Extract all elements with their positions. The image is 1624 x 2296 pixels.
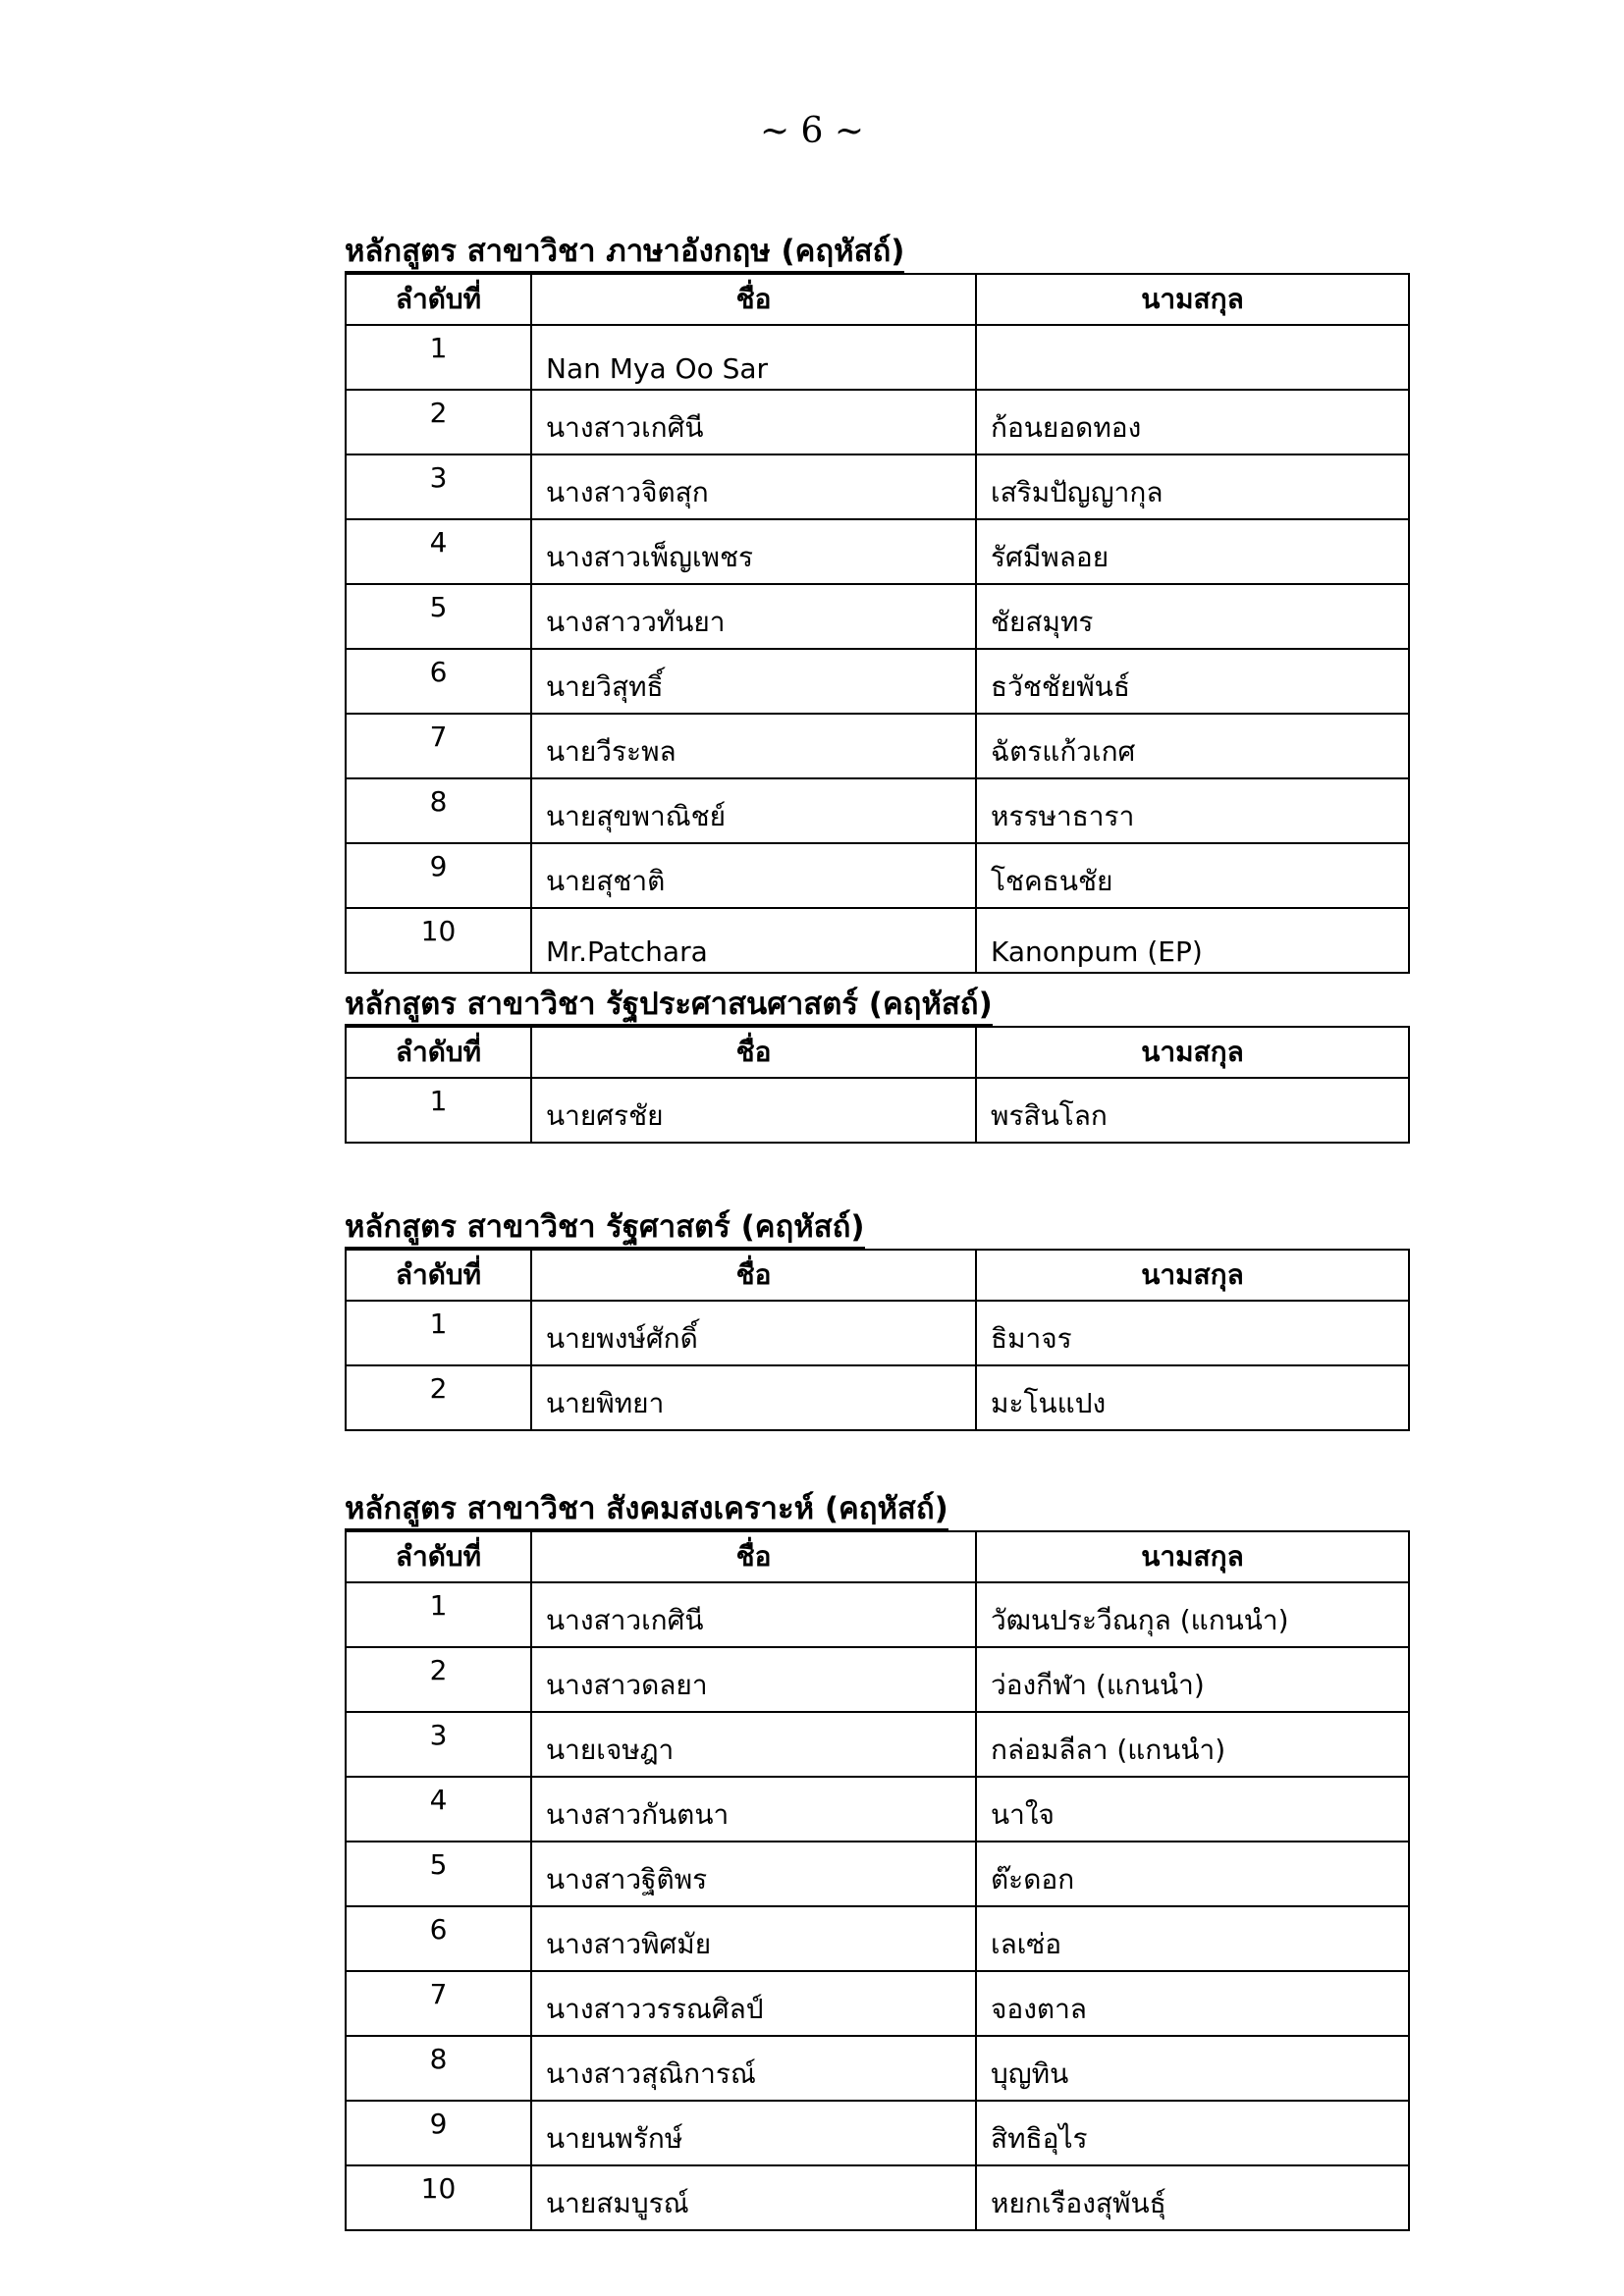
row-number: 4: [346, 1777, 531, 1842]
first-name-cell: นางสาวสุณิการณ์: [531, 2036, 976, 2101]
row-number: 6: [346, 649, 531, 714]
first-name-cell: Mr.Patchara: [531, 908, 976, 973]
first-name-cell: นางสาววรรณศิลป์: [531, 1971, 976, 2036]
table-row: [346, 1365, 1409, 1430]
table-row: [346, 1301, 1409, 1365]
first-name-cell: นายสมบูรณ์: [531, 2165, 976, 2230]
last-name-cell: ก้อนยอดทอง: [976, 390, 1409, 454]
row-number: 1: [346, 1301, 531, 1365]
table-row: [346, 714, 1409, 778]
table-row: [346, 1777, 1409, 1842]
first-name-cell: นายพงษ์ศักดิ์: [531, 1301, 976, 1365]
row-number: 9: [346, 2101, 531, 2165]
row-number: 9: [346, 843, 531, 908]
last-name-cell: กล่อมลีลา (แกนนำ): [976, 1712, 1409, 1777]
section-english: [345, 232, 1408, 974]
last-name-cell: Kanonpum (EP): [976, 908, 1409, 973]
row-number: 3: [346, 454, 531, 519]
table-row: [346, 908, 1409, 973]
row-number: 2: [346, 390, 531, 454]
row-number: 1: [346, 1582, 531, 1647]
column-header-last-name: นามสกุล: [976, 274, 1409, 325]
row-number: 10: [346, 908, 531, 973]
table-row: [346, 2036, 1409, 2101]
column-header-first-name: ชื่อ: [531, 1531, 976, 1582]
column-header-no: ลำดับที่: [346, 1531, 531, 1582]
row-number: 10: [346, 2165, 531, 2230]
column-header-first-name: ชื่อ: [531, 274, 976, 325]
section-social-work: [345, 1489, 1408, 2231]
column-header-no: ลำดับที่: [346, 274, 531, 325]
roster-table: [345, 1530, 1410, 2231]
header-row: [346, 274, 1409, 325]
page-number: ~ 6 ~: [759, 111, 865, 151]
first-name-cell: นางสาวจิตสุก: [531, 454, 976, 519]
first-name-cell: นายวีระพล: [531, 714, 976, 778]
row-number: 4: [346, 519, 531, 584]
last-name-cell: ว่องกีฬา (แกนนำ): [976, 1647, 1409, 1712]
roster-table: [345, 1249, 1410, 1431]
last-name-cell: รัศมีพลอย: [976, 519, 1409, 584]
section-political-science: [345, 1207, 1408, 1431]
table-row: [346, 1842, 1409, 1906]
section-title: หลักสูตร สาขาวิชา รัฐศาสตร์ (คฤหัสถ์): [345, 1207, 865, 1249]
table-row: [346, 390, 1409, 454]
last-name-cell: จองตาล: [976, 1971, 1409, 2036]
column-header-no: ลำดับที่: [346, 1027, 531, 1078]
row-number: 6: [346, 1906, 531, 1971]
first-name-cell: Nan Mya Oo Sar: [531, 325, 976, 390]
table-row: [346, 843, 1409, 908]
last-name-cell: ต๊ะดอก: [976, 1842, 1409, 1906]
column-header-last-name: นามสกุล: [976, 1531, 1409, 1582]
header-row: [346, 1531, 1409, 1582]
table-row: [346, 1906, 1409, 1971]
row-number: 5: [346, 1842, 531, 1906]
last-name-cell: [976, 325, 1409, 390]
last-name-cell: สิทธิอุไร: [976, 2101, 1409, 2165]
last-name-cell: ธิมาจร: [976, 1301, 1409, 1365]
table-row: [346, 1712, 1409, 1777]
column-header-first-name: ชื่อ: [531, 1250, 976, 1301]
first-name-cell: นายสุขพาณิชย์: [531, 778, 976, 843]
table-row: [346, 1971, 1409, 2036]
table-row: [346, 1078, 1409, 1143]
row-number: 7: [346, 714, 531, 778]
first-name-cell: นายวิสุทธิ์: [531, 649, 976, 714]
first-name-cell: นายพิทยา: [531, 1365, 976, 1430]
row-number: 1: [346, 325, 531, 390]
table-row: [346, 778, 1409, 843]
table-row: [346, 649, 1409, 714]
row-number: 2: [346, 1365, 531, 1430]
table-row: [346, 454, 1409, 519]
row-number: 7: [346, 1971, 531, 2036]
header-row: [346, 1250, 1409, 1301]
row-number: 8: [346, 2036, 531, 2101]
last-name-cell: นาใจ: [976, 1777, 1409, 1842]
column-header-last-name: นามสกุล: [976, 1027, 1409, 1078]
table-row: [346, 2101, 1409, 2165]
last-name-cell: ฉัตรแก้วเกศ: [976, 714, 1409, 778]
last-name-cell: โชคธนชัย: [976, 843, 1409, 908]
last-name-cell: พรสินโลก: [976, 1078, 1409, 1143]
section-public-administration: [345, 985, 1408, 1144]
first-name-cell: นายศรชัย: [531, 1078, 976, 1143]
section-title: หลักสูตร สาขาวิชา รัฐประศาสนศาสตร์ (คฤหัสถ์): [345, 985, 993, 1026]
roster-table: [345, 1026, 1410, 1144]
table-row: [346, 1582, 1409, 1647]
first-name-cell: นางสาวเกศินี: [531, 390, 976, 454]
last-name-cell: เสริมปัญญากุล: [976, 454, 1409, 519]
last-name-cell: หรรษาธารา: [976, 778, 1409, 843]
row-number: 2: [346, 1647, 531, 1712]
column-header-first-name: ชื่อ: [531, 1027, 976, 1078]
first-name-cell: นางสาวเพ็ญเพชร: [531, 519, 976, 584]
section-title: หลักสูตร สาขาวิชา ภาษาอังกฤษ (คฤหัสถ์): [345, 232, 904, 273]
first-name-cell: นางสาววทันยา: [531, 584, 976, 649]
first-name-cell: นายเจษฎา: [531, 1712, 976, 1777]
last-name-cell: มะโนแปง: [976, 1365, 1409, 1430]
table-row: [346, 519, 1409, 584]
first-name-cell: นางสาวฐิติพร: [531, 1842, 976, 1906]
first-name-cell: นางสาวเกศินี: [531, 1582, 976, 1647]
row-number: 8: [346, 778, 531, 843]
first-name-cell: นางสาวดลยา: [531, 1647, 976, 1712]
first-name-cell: นางสาวกันตนา: [531, 1777, 976, 1842]
table-row: [346, 1647, 1409, 1712]
last-name-cell: ธวัชชัยพันธ์: [976, 649, 1409, 714]
last-name-cell: ชัยสมุทร: [976, 584, 1409, 649]
row-number: 5: [346, 584, 531, 649]
row-number: 3: [346, 1712, 531, 1777]
first-name-cell: นายนพรักษ์: [531, 2101, 976, 2165]
column-header-last-name: นามสกุล: [976, 1250, 1409, 1301]
last-name-cell: วัฒนประวีณกุล (แกนนำ): [976, 1582, 1409, 1647]
header-row: [346, 1027, 1409, 1078]
roster-table: [345, 273, 1410, 974]
first-name-cell: นายสุชาติ: [531, 843, 976, 908]
table-row: [346, 2165, 1409, 2230]
section-title: หลักสูตร สาขาวิชา สังคมสงเคราะห์ (คฤหัสถ์): [345, 1489, 948, 1530]
first-name-cell: นางสาวพิศมัย: [531, 1906, 976, 1971]
column-header-no: ลำดับที่: [346, 1250, 531, 1301]
table-row: [346, 584, 1409, 649]
row-number: 1: [346, 1078, 531, 1143]
table-row: [346, 325, 1409, 390]
last-name-cell: บุญทิน: [976, 2036, 1409, 2101]
last-name-cell: เลเซ่อ: [976, 1906, 1409, 1971]
last-name-cell: หยกเรืองสุพันธุ์: [976, 2165, 1409, 2230]
